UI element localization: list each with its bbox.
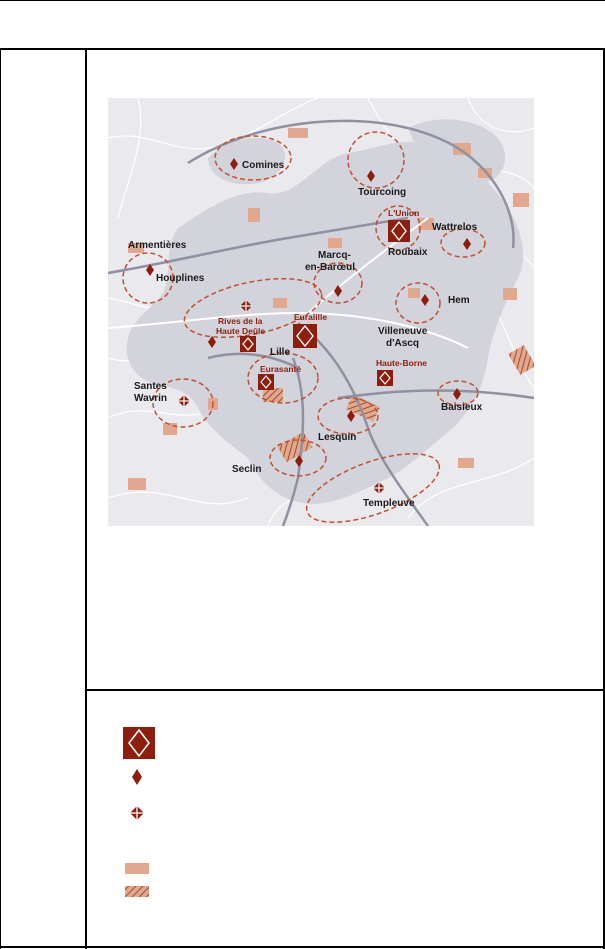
label-templeuve: Templeuve (363, 498, 415, 509)
label-wavrin: Wavrin (134, 393, 167, 404)
label-rives-2: Haute Deûle (216, 326, 266, 336)
left-border (0, 48, 1, 949)
label-baisieux: Baisieux (441, 402, 483, 413)
label-marcq-2: en-Barœul (305, 262, 355, 273)
metropole-map (108, 98, 534, 526)
label-villeneuve-1: Villeneuve (378, 326, 428, 337)
legend-divider (85, 689, 605, 691)
label-haute-borne: Haute-Borne (376, 358, 428, 368)
label-tourcoing: Tourcoing (358, 187, 407, 198)
map-legend (95, 700, 595, 940)
label-villeneuve-2: d'Ascq (386, 338, 419, 349)
label-lille: Lille (270, 347, 291, 358)
salmon-rectangle-icon (125, 863, 149, 874)
label-euralille: Euralille (294, 312, 328, 322)
label-seclin: Seclin (232, 464, 262, 475)
label-armentieres: Armentières (128, 240, 187, 251)
large-diamond-square-icon (123, 727, 155, 759)
header-rule (0, 48, 605, 50)
bottom-rule (0, 946, 605, 948)
label-lunion: L'Union (388, 208, 420, 218)
label-lesquin: Lesquin (318, 432, 357, 443)
hatched-rectangle-icon (125, 886, 149, 897)
crossed-diamond-icon (130, 806, 144, 820)
label-santes: Santes (134, 381, 167, 392)
label-eurasante: Eurasanté (260, 364, 302, 374)
label-hem: Hem (448, 295, 470, 306)
label-houplines: Houplines (156, 273, 205, 284)
column-divider (85, 48, 87, 949)
label-roubaix: Roubaix (388, 247, 428, 258)
label-comines: Comines (242, 160, 285, 171)
label-marcq-1: Marcq- (318, 250, 351, 261)
label-rives-1: Rives de la (218, 316, 263, 326)
label-wattrelos: Wattrelos (432, 222, 478, 233)
small-diamond-icon (132, 769, 142, 785)
top-rule (0, 0, 605, 1)
